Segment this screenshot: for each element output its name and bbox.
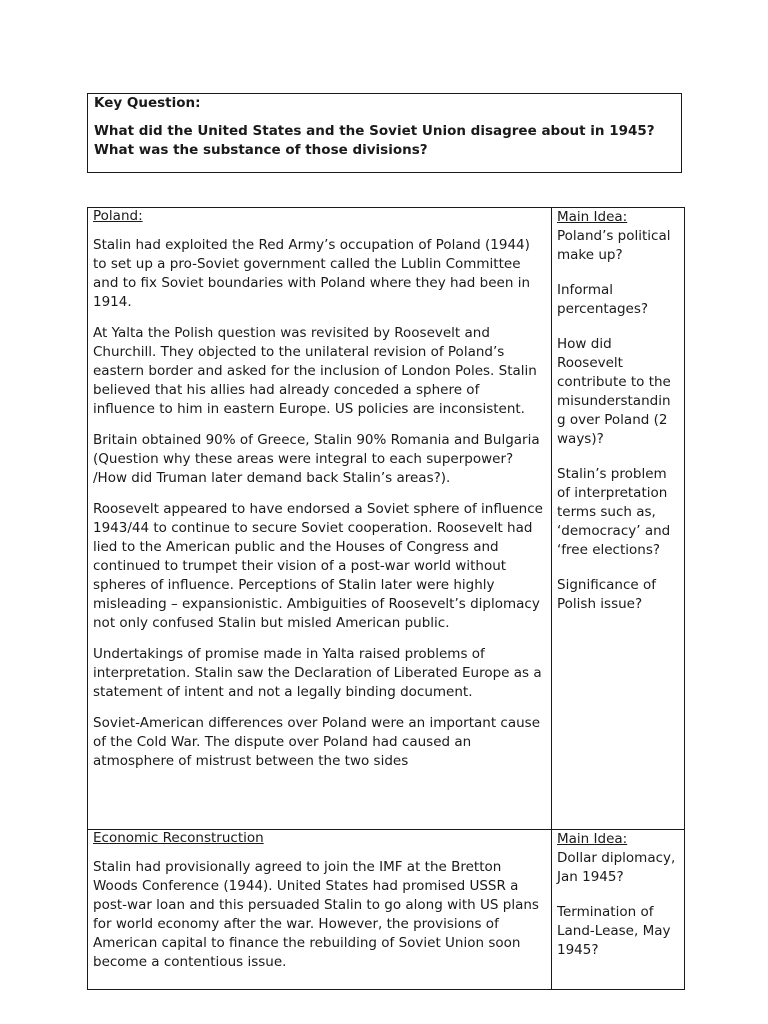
section-title-poland: Poland: (93, 208, 143, 224)
main-idea-item: How did Roosevelt contribute to the misunderstandin g over Poland (2 ways)? (557, 336, 671, 447)
paragraph: Britain obtained 90% of Greece, Stalin 90% Romania and Bulgaria (Question why these areas were integral to each superpower? /How did Truman later demand back Stalin’s areas?). (93, 432, 540, 486)
main-idea-item: Significance of Polish issue? (557, 577, 656, 612)
key-question-box (87, 93, 682, 173)
paragraph: Stalin had provisionally agreed to join the IMF at the Bretton Woods Conference (1944). United States had promised USSR a post-war loan and this persuaded Stalin to go along with US plans for world economy after the war. However, the provisions of American capital to finance the rebuilding of Soviet Union soon become a contentious issue. (93, 859, 539, 970)
notes-row-poland (88, 208, 685, 830)
notes-cell-economic (88, 830, 552, 990)
paragraph: At Yalta the Polish question was revisited by Roosevelt and Churchill. They objected to the unilateral revision of Poland’s eastern border and asked for the inclusion of London Poles. Stalin believed that his allies had already conceded a sphere of influence to him in eastern Europe. US policies are inconsistent. (93, 325, 537, 417)
main-idea-cell-poland (552, 208, 685, 830)
main-idea-item: Informal percentages? (557, 282, 649, 317)
paragraph: Soviet-American differences over Poland were an important cause of the Cold War. The dispute over Poland had caused an atmosphere of mistrust between the two sides (93, 715, 541, 769)
main-idea-item: Stalin’s problem of interpretation terms such as, ‘democracy’ and ‘free elections? (557, 466, 671, 558)
main-idea-cell-economic (552, 830, 685, 990)
section-title-economic: Economic Reconstruction (93, 830, 264, 846)
key-question-line-2: What was the substance of those divisions? (94, 142, 428, 158)
main-idea-item: Poland’s political make up? (557, 228, 671, 263)
main-idea-label: Main Idea: (557, 209, 628, 225)
key-question-title: Key Question: (94, 95, 201, 111)
main-idea-item: Dollar diplomacy, Jan 1945? (557, 850, 676, 885)
notes-cell-poland (88, 208, 552, 830)
main-idea-label: Main Idea: (557, 831, 628, 847)
paragraph: Stalin had exploited the Red Army’s occupation of Poland (1944) to set up a pro-Soviet government called the Lublin Committee and to fix Soviet boundaries with Poland where they had been in 1914. (93, 237, 530, 310)
notes-row-economic (88, 830, 685, 990)
paragraph: Undertakings of promise made in Yalta raised problems of interpretation. Stalin saw the Declaration of Liberated Europe as a statement of intent and not a legally binding document. (93, 646, 542, 700)
paragraph: Roosevelt appeared to have endorsed a Soviet sphere of influence 1943/44 to continue to secure Soviet cooperation. Roosevelt had lied to the American public and the Houses of Congress and continued to trumpet their vision of a post-war world without spheres of influence. Perceptions of Stalin later were highly misleading – expansionistic. Ambiguities of Roosevelt’s diplomacy not only confused Stalin but misled American public. (93, 501, 543, 631)
key-question-line-1: What did the United States and the Soviet Union disagree about in 1945? (94, 123, 655, 139)
main-idea-item: Termination of Land-Lease, May 1945? (557, 904, 671, 958)
notes-table (87, 207, 685, 990)
key-question-text (94, 122, 675, 160)
